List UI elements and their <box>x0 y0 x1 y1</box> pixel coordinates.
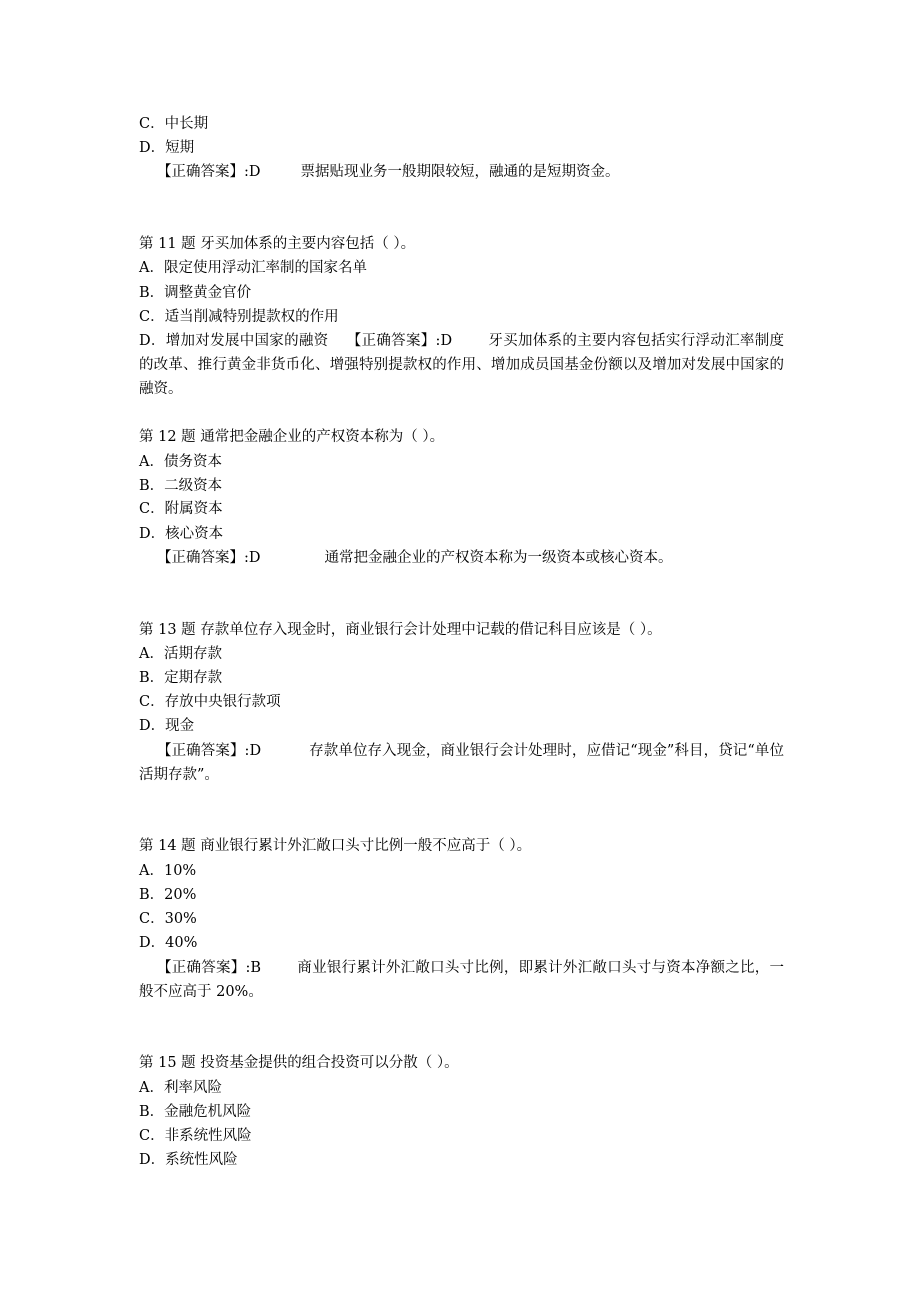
option-b: B．定期存款 <box>139 670 223 686</box>
answer-tag: 【正确答案】:D <box>157 164 261 180</box>
question-stem: 第 11 题 牙买加体系的主要内容包括（ ）。 <box>139 236 416 252</box>
option-d: D．核心资本 <box>139 526 224 542</box>
option-d: D．现金 <box>139 718 195 734</box>
option-c: C．适当削减特别提款权的作用 <box>139 309 339 325</box>
option-a: A．利率风险 <box>139 1080 222 1096</box>
option-c: C．存放中央银行款项 <box>139 694 281 710</box>
option-c: C．非系统性风险 <box>139 1128 252 1144</box>
answer-tag: 【正确答案】:D <box>157 550 261 566</box>
question-stem: 第 15 题 投资基金提供的组合投资可以分散（ ）。 <box>139 1055 459 1071</box>
option-c: C．附属资本 <box>139 501 223 517</box>
option-a: A．10% <box>139 863 197 879</box>
option-d-with-answer <box>139 329 784 401</box>
answer-explanation: 存款单位存入现金，商业银行会计处理时，应借记“现金”科目，贷记“单位活期存款”。 <box>139 743 784 783</box>
option-d: D．短期 <box>139 140 195 156</box>
option-b: B．金融危机风险 <box>139 1104 252 1120</box>
option-d: D．系统性风险 <box>139 1152 238 1168</box>
answer-block <box>139 739 784 787</box>
answer-explanation: 牙买加体系的主要内容包括实行浮动汇率制度的改革、推行黄金非货币化、增强特别提款权的作用、增加成员国基金份额以及增加对发展中国家的融资。 <box>139 333 785 397</box>
answer-line <box>157 548 673 568</box>
option-b: B．调整黄金官价 <box>139 285 252 301</box>
answer-explanation: 票据贴现业务一般期限较短，融通的是短期资金。 <box>300 164 620 180</box>
option-d: D．40% <box>139 935 198 951</box>
option-a: A．限定使用浮动汇率制的国家名单 <box>139 260 367 276</box>
option-b: B．20% <box>139 887 197 903</box>
option-d: D．增加对发展中国家的融资 <box>139 333 329 349</box>
option-a: A．活期存款 <box>139 646 222 662</box>
option-a: A．债务资本 <box>139 454 222 470</box>
answer-tag: 【正确答案】:D <box>346 333 453 349</box>
answer-tag: 【正确答案】:D <box>157 743 262 759</box>
option-c: C．中长期 <box>139 116 209 132</box>
option-b: B．二级资本 <box>139 478 223 494</box>
answer-line <box>157 162 620 182</box>
answer-block <box>139 956 784 1004</box>
answer-explanation: 商业银行累计外汇敞口头寸比例，即累计外汇敞口头寸与资本净额之比，一般不应高于 20%。 <box>139 960 784 1000</box>
question-stem: 第 12 题 通常把金融企业的产权资本称为（ ）。 <box>139 429 445 445</box>
answer-tag: 【正确答案】:B <box>157 960 262 976</box>
answer-explanation: 通常把金融企业的产权资本称为一级资本或核心资本。 <box>324 550 673 566</box>
question-stem: 第 13 题 存款单位存入现金时，商业银行会计处理中记载的借记科目应该是（ ）。 <box>139 622 662 638</box>
option-c: C．30% <box>139 911 197 927</box>
question-stem: 第 14 题 商业银行累计外汇敞口头寸比例一般不应高于（ ）。 <box>139 838 532 854</box>
